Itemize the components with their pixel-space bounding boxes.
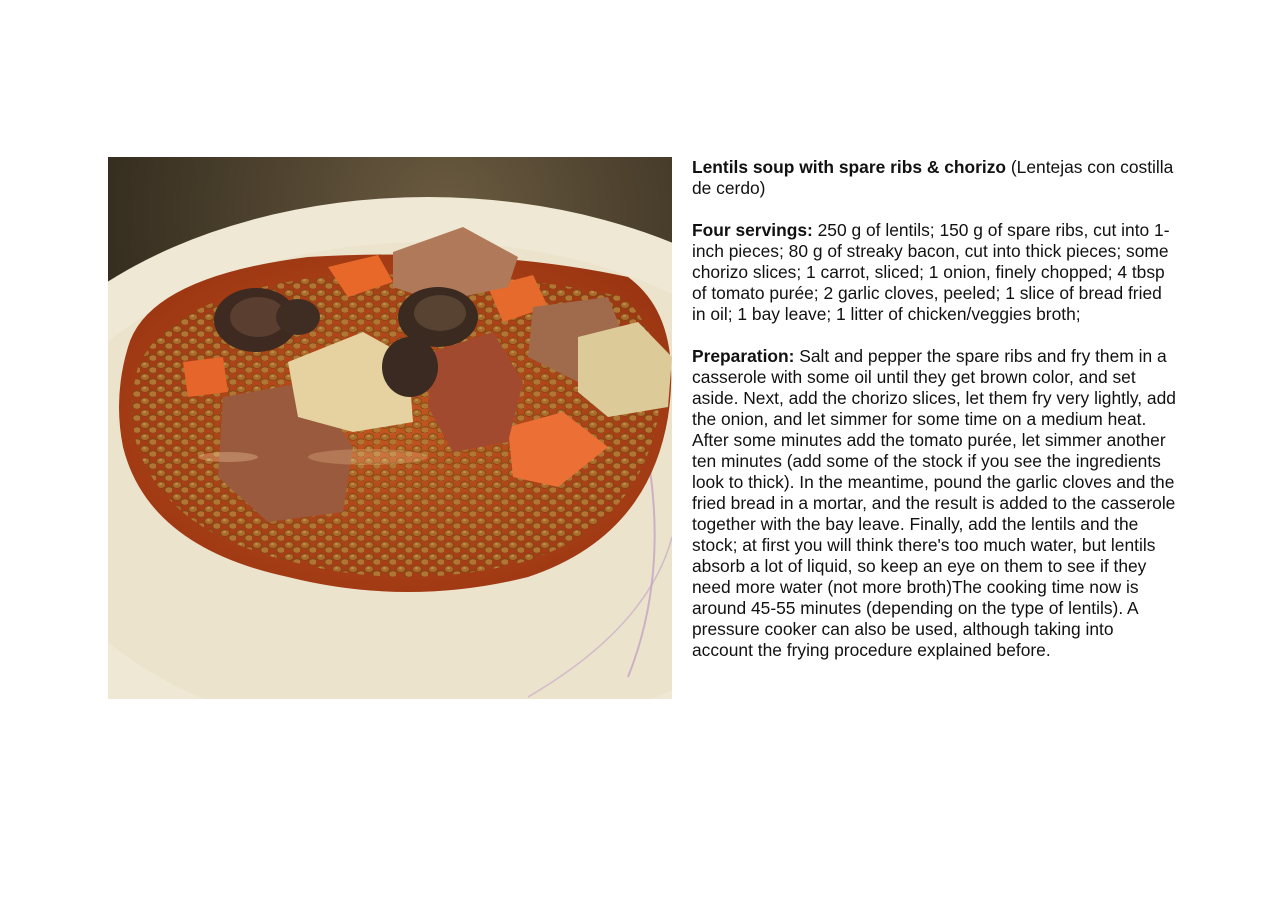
recipe-text [692,157,1178,682]
morcilla-slice [382,337,438,397]
recipe-subtitle: (Lentejas con costilla de cerdo) [692,157,1174,198]
servings-text: 250 g of lentils; 150 g of spare ribs, cut into 1-inch pieces; 80 g of streaky bacon, cut into thick pieces; some chorizo slices; 1 carrot, sliced; 1 onion, finely chopped; 4 tbsp of tomato purée; 2 garlic cloves, peeled; 1 slice of bread fried in oil; 1 bay leave; 1 litter of chicken/veggies broth; [692,220,1170,324]
preparation-label: Preparation: [692,346,795,366]
carrot-piece [183,357,228,397]
lentil-soup-image [108,157,672,699]
recipe-title: Lentils soup with spare ribs & chorizo [692,157,1007,177]
servings-paragraph [692,220,1178,325]
recipe-photo [108,157,672,699]
preparation-paragraph [692,346,1178,661]
servings-label: Four servings: [692,220,813,240]
preparation-text: Salt and pepper the spare ribs and fry them in a casserole with some oil until they get brown color, and set aside. Next, add the chorizo slices, let them fry very lightly, add the onion, and let simmer for some time on a medium heat. After some minutes add the tomato purée, let simmer another ten minutes (add some of the stock if you see the ingredients look to thick). In the meantime, pound the garlic cloves and the fried bread in a mortar, and the result is added to the casserole together with the bay leave. Finally, add the lentils and the stock; at first you will think there's too much water, but lentils absorb a lot of liquid, so keep an eye on them to see if they need more water (not more broth)The cooking time now is around 45-55 minutes (depending on the type of lentils). A pressure cooker can also be used, although taking into account the frying procedure explained before. [692,346,1176,660]
recipe-heading [692,157,1178,199]
